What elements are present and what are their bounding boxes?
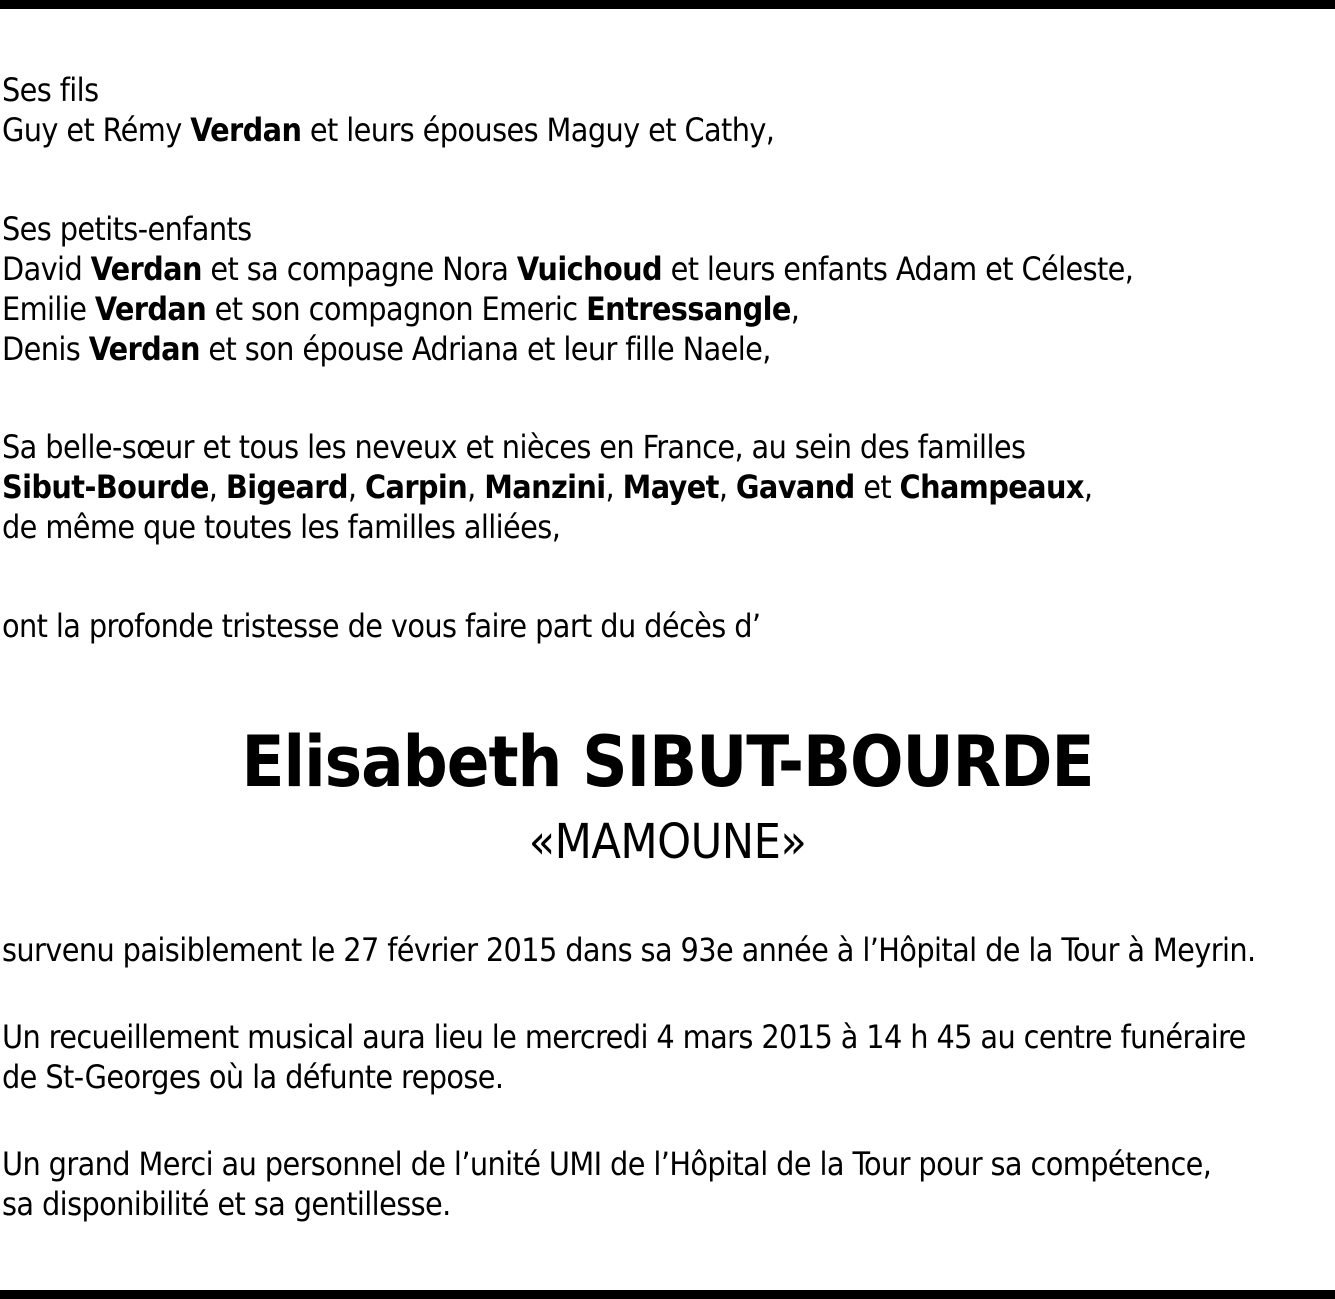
family-name: Verdan [90, 250, 202, 288]
text-segment: et leurs enfants Adam et Céleste, [662, 250, 1134, 288]
paragraph-extended-family [2, 427, 1333, 547]
text-line [2, 249, 1333, 289]
text-segment: , [605, 468, 623, 506]
text-segment: Ses fils [2, 71, 99, 109]
text-line [2, 1057, 1333, 1097]
text-line [2, 329, 1333, 369]
paragraph-thanks [2, 1144, 1333, 1224]
text-segment: David [2, 250, 91, 288]
text-segment: et son compagnon Emeric [206, 290, 587, 328]
text-segment: et son épouse Adriana et leur fille Naele, [199, 330, 771, 368]
text-segment: ont la profonde tristesse de vous faire part du décès d’ [2, 607, 761, 645]
text-segment: de même que toutes les familles alliées, [2, 508, 561, 546]
text-segment: , [347, 468, 365, 506]
text-segment: et sa compagne Nora [201, 250, 517, 288]
text-line [2, 930, 1333, 970]
family-name: Carpin [364, 468, 468, 506]
family-name: Mayet [622, 468, 719, 506]
family-name: Sibut-Bourde [2, 468, 209, 506]
text-segment: , [208, 468, 226, 506]
text-segment: , [718, 468, 736, 506]
text-segment: Guy et Rémy [2, 111, 191, 149]
text-line [2, 427, 1333, 467]
text-line [2, 1144, 1333, 1184]
family-name: Verdan [88, 330, 200, 368]
deceased-nickname: «MAMOUNE» [528, 814, 807, 870]
paragraph-sons [2, 70, 1333, 150]
family-name: Champeaux [899, 468, 1084, 506]
family-name: Bigeard [225, 468, 348, 506]
paragraph-ceremony [2, 1017, 1333, 1097]
text-segment: Un grand Merci au personnel de l’unité UMI de l’Hôpital de la Tour pour sa compétence, [2, 1145, 1212, 1183]
text-line [2, 467, 1333, 507]
paragraph-death-details [2, 930, 1333, 970]
text-segment: Sa belle-sœur et tous les neveux et nièces en France, au sein des familles [2, 428, 1026, 466]
deceased-name: Elisabeth SIBUT-BOURDE [241, 721, 1094, 803]
text-line [2, 1184, 1333, 1224]
text-line [2, 507, 1333, 547]
text-line [2, 209, 1333, 249]
top-rule [0, 0, 1335, 9]
text-line [2, 289, 1333, 329]
family-name: Gavand [735, 468, 855, 506]
text-segment: et [854, 468, 900, 506]
family-name: Verdan [94, 290, 207, 328]
text-segment: et leurs épouses Maguy et Cathy, [301, 111, 775, 149]
bottom-rule [0, 1290, 1335, 1299]
family-name: Entressangle [586, 290, 791, 328]
text-segment: , [790, 290, 800, 328]
text-line [2, 1017, 1333, 1057]
family-name: Manzini [484, 468, 606, 506]
text-segment: de St-Georges où la défunte repose. [2, 1058, 504, 1096]
paragraph-announcement [2, 606, 1333, 646]
text-segment: Denis [2, 330, 89, 368]
text-line [2, 70, 1333, 110]
family-name: Verdan [190, 111, 302, 149]
text-segment: , [1083, 468, 1093, 506]
text-segment: sa disponibilité et sa gentillesse. [2, 1185, 451, 1223]
text-segment: Emilie [2, 290, 95, 328]
text-segment: Ses petits-enfants [2, 210, 252, 248]
text-line [2, 606, 1333, 646]
family-name: Vuichoud [516, 250, 663, 288]
text-segment: survenu paisiblement le 27 février 2015 dans sa 93e année à l’Hôpital de la Tour à Meyrin. [2, 931, 1256, 969]
paragraph-grandchildren [2, 209, 1333, 369]
text-line [2, 110, 1333, 150]
text-segment: , [467, 468, 485, 506]
text-segment: Un recueillement musical aura lieu le mercredi 4 mars 2015 à 14 h 45 au centre funéraire [2, 1018, 1246, 1056]
